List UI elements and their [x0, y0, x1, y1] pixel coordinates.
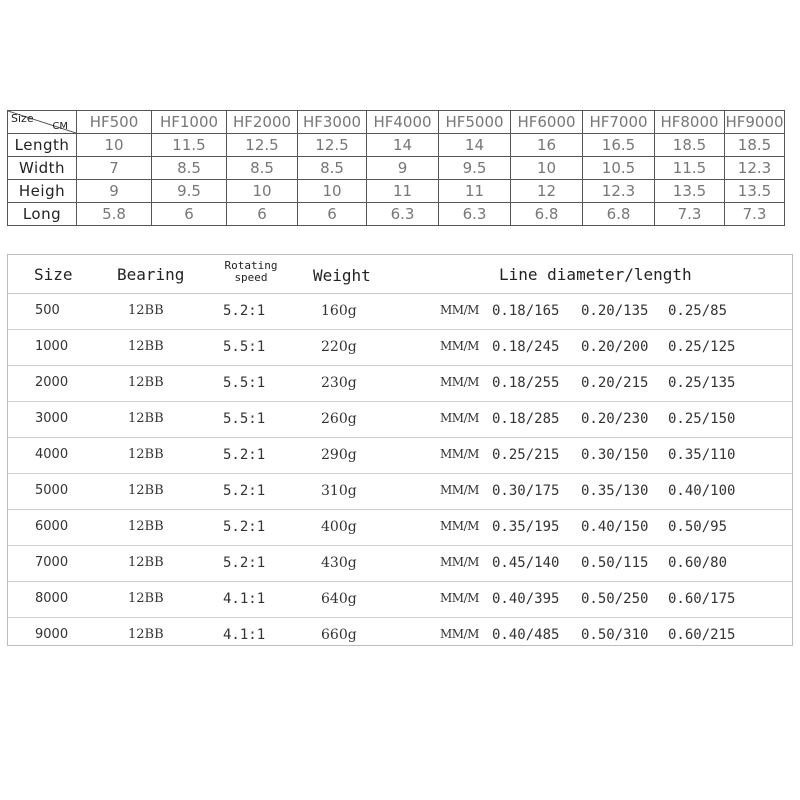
cell-line-2: 0.50/115 — [581, 555, 649, 571]
cell-line-3: 0.60/80 — [668, 555, 728, 571]
dimension-cell: 16.5 — [583, 134, 655, 157]
dimension-cell: 18.5 — [725, 134, 785, 157]
cell-line-1: 0.18/165 — [492, 303, 560, 319]
dimension-cell: 10 — [227, 180, 298, 203]
cell-size: 500 — [35, 303, 60, 318]
dimension-cell: 6.3 — [367, 203, 439, 226]
spec-header-row — [8, 255, 792, 294]
cell-bearing: 12BB — [128, 627, 164, 642]
cell-bearing: 12BB — [128, 339, 164, 354]
cell-bearing: 12BB — [128, 483, 164, 498]
cell-size: 5000 — [35, 483, 69, 498]
cell-line-1: 0.40/485 — [492, 627, 560, 643]
cell-line-1: 0.18/255 — [492, 375, 560, 391]
header-size: Size — [34, 265, 73, 284]
header-rotating-line1: Rotating — [224, 259, 278, 272]
cell-weight: 430g — [321, 555, 357, 571]
model-header: HF7000 — [583, 111, 655, 134]
cell-unit: MM/M — [440, 591, 479, 605]
cell-line-3: 0.35/110 — [668, 447, 736, 463]
cell-line-1: 0.18/245 — [492, 339, 560, 355]
cell-line-2: 0.50/250 — [581, 591, 649, 607]
dimension-cell: 13.5 — [725, 180, 785, 203]
dimension-cell: 12 — [511, 180, 583, 203]
cell-line-2: 0.35/130 — [581, 483, 649, 499]
corner-size-label: Size — [11, 112, 34, 125]
model-header: HF9000 — [725, 111, 785, 134]
row-label: Width — [8, 157, 77, 180]
dimension-cell: 9.5 — [439, 157, 511, 180]
dimension-cell: 10 — [77, 134, 152, 157]
spec-row — [8, 402, 792, 438]
cell-speed: 5.5:1 — [223, 411, 266, 427]
dimension-cell: 11 — [439, 180, 511, 203]
model-header: HF3000 — [298, 111, 367, 134]
header-bearing: Bearing — [117, 265, 185, 284]
cell-bearing: 12BB — [128, 591, 164, 606]
cell-unit: MM/M — [440, 555, 479, 569]
spec-row — [8, 294, 792, 330]
spec-row — [8, 582, 792, 618]
cell-line-1: 0.40/395 — [492, 591, 560, 607]
dimension-cell: 6 — [298, 203, 367, 226]
cell-bearing: 12BB — [128, 303, 164, 318]
cell-unit: MM/M — [440, 339, 479, 353]
cell-line-3: 0.50/95 — [668, 519, 728, 535]
dimension-cell: 12.5 — [227, 134, 298, 157]
row-label: Long — [8, 203, 77, 226]
dimension-cell: 14 — [439, 134, 511, 157]
dimension-cell: 11 — [367, 180, 439, 203]
spec-row — [8, 438, 792, 474]
cell-speed: 5.2:1 — [223, 483, 266, 499]
cell-unit: MM/M — [440, 447, 479, 461]
dimension-cell: 16 — [511, 134, 583, 157]
dimension-cell: 11.5 — [655, 157, 725, 180]
model-header: HF1000 — [152, 111, 227, 134]
dimension-cell: 8.5 — [298, 157, 367, 180]
dimension-cell: 12.5 — [298, 134, 367, 157]
cell-line-3: 0.60/215 — [668, 627, 736, 643]
size-cm-corner-cell — [8, 111, 77, 134]
cell-unit: MM/M — [440, 483, 479, 497]
cell-speed: 5.2:1 — [223, 447, 266, 463]
dimension-row-width — [8, 157, 785, 180]
corner-cm-label: CM — [52, 121, 68, 132]
cell-line-2: 0.20/200 — [581, 339, 649, 355]
cell-weight: 290g — [321, 447, 357, 463]
dimension-cell: 9 — [367, 157, 439, 180]
cell-unit: MM/M — [440, 303, 479, 317]
cell-size: 3000 — [35, 411, 69, 426]
cell-line-1: 0.18/285 — [492, 411, 560, 427]
model-header: HF500 — [77, 111, 152, 134]
header-weight: Weight — [313, 266, 371, 285]
spec-row — [8, 546, 792, 582]
model-header: HF4000 — [367, 111, 439, 134]
cell-unit: MM/M — [440, 519, 479, 533]
model-header: HF6000 — [511, 111, 583, 134]
spec-row — [8, 474, 792, 510]
cell-unit: MM/M — [440, 375, 479, 389]
cell-speed: 4.1:1 — [223, 627, 266, 643]
cell-line-1: 0.45/140 — [492, 555, 560, 571]
model-header: HF8000 — [655, 111, 725, 134]
cell-size: 7000 — [35, 555, 69, 570]
cell-bearing: 12BB — [128, 375, 164, 390]
cell-bearing: 12BB — [128, 519, 164, 534]
dimension-cell: 6.3 — [439, 203, 511, 226]
dimension-cell: 10 — [511, 157, 583, 180]
cell-bearing: 12BB — [128, 447, 164, 462]
cell-line-2: 0.30/150 — [581, 447, 649, 463]
cell-weight: 230g — [321, 375, 357, 391]
dimension-cell: 6 — [227, 203, 298, 226]
dimension-cell: 18.5 — [655, 134, 725, 157]
dimension-cell: 6 — [152, 203, 227, 226]
cell-unit: MM/M — [440, 411, 479, 425]
header-line-diameter: Line diameter/length — [499, 265, 692, 284]
dimension-cell: 5.8 — [77, 203, 152, 226]
cell-size: 8000 — [35, 591, 69, 606]
cell-line-3: 0.25/150 — [668, 411, 736, 427]
dimension-cell: 7.3 — [655, 203, 725, 226]
cell-weight: 400g — [321, 519, 357, 535]
spec-row — [8, 618, 792, 653]
spec-row — [8, 510, 792, 546]
cell-line-2: 0.20/135 — [581, 303, 649, 319]
dimension-table — [7, 110, 785, 226]
cell-line-3: 0.25/85 — [668, 303, 728, 319]
cell-weight: 160g — [321, 303, 357, 319]
dimension-cell: 9 — [77, 180, 152, 203]
cell-size: 6000 — [35, 519, 69, 534]
dimension-cell: 12.3 — [725, 157, 785, 180]
dimension-cell: 11.5 — [152, 134, 227, 157]
model-header: HF5000 — [439, 111, 511, 134]
cell-speed: 5.2:1 — [223, 303, 266, 319]
cell-size: 4000 — [35, 447, 69, 462]
cell-speed: 5.2:1 — [223, 555, 266, 571]
cell-weight: 310g — [321, 483, 357, 499]
dimension-row-height — [8, 180, 785, 203]
header-rotating-speed — [218, 260, 284, 284]
cell-line-2: 0.20/215 — [581, 375, 649, 391]
cell-line-3: 0.25/125 — [668, 339, 736, 355]
cell-line-1: 0.25/215 — [492, 447, 560, 463]
cell-size: 9000 — [35, 627, 69, 642]
cell-line-2: 0.40/150 — [581, 519, 649, 535]
dimension-cell: 6.8 — [583, 203, 655, 226]
dimension-cell: 14 — [367, 134, 439, 157]
cell-speed: 5.5:1 — [223, 339, 266, 355]
cell-weight: 220g — [321, 339, 357, 355]
dimension-cell: 8.5 — [152, 157, 227, 180]
cell-weight: 260g — [321, 411, 357, 427]
dimension-cell: 6.8 — [511, 203, 583, 226]
spec-row — [8, 330, 792, 366]
cell-speed: 5.5:1 — [223, 375, 266, 391]
cell-line-2: 0.50/310 — [581, 627, 649, 643]
cell-weight: 640g — [321, 591, 357, 607]
cell-unit: MM/M — [440, 627, 479, 641]
cell-line-3: 0.60/175 — [668, 591, 736, 607]
spec-table — [7, 254, 793, 646]
model-header: HF2000 — [227, 111, 298, 134]
dimension-cell: 12.3 — [583, 180, 655, 203]
cell-bearing: 12BB — [128, 411, 164, 426]
dimension-header-row — [8, 111, 785, 134]
dimension-row-long — [8, 203, 785, 226]
dimension-cell: 9.5 — [152, 180, 227, 203]
cell-speed: 4.1:1 — [223, 591, 266, 607]
cell-size: 1000 — [35, 339, 69, 354]
cell-line-2: 0.20/230 — [581, 411, 649, 427]
header-rotating-line2: speed — [234, 271, 268, 284]
cell-line-3: 0.40/100 — [668, 483, 736, 499]
cell-line-3: 0.25/135 — [668, 375, 736, 391]
dimension-cell: 7 — [77, 157, 152, 180]
dimension-cell: 8.5 — [227, 157, 298, 180]
dimension-cell: 13.5 — [655, 180, 725, 203]
cell-weight: 660g — [321, 627, 357, 643]
cell-size: 2000 — [35, 375, 69, 390]
spec-row — [8, 366, 792, 402]
cell-speed: 5.2:1 — [223, 519, 266, 535]
dimension-cell: 10.5 — [583, 157, 655, 180]
dimension-cell: 7.3 — [725, 203, 785, 226]
dimension-row-length — [8, 134, 785, 157]
cell-line-1: 0.30/175 — [492, 483, 560, 499]
dimension-cell: 10 — [298, 180, 367, 203]
row-label: Heigh — [8, 180, 77, 203]
cell-line-1: 0.35/195 — [492, 519, 560, 535]
row-label: Length — [8, 134, 77, 157]
cell-bearing: 12BB — [128, 555, 164, 570]
